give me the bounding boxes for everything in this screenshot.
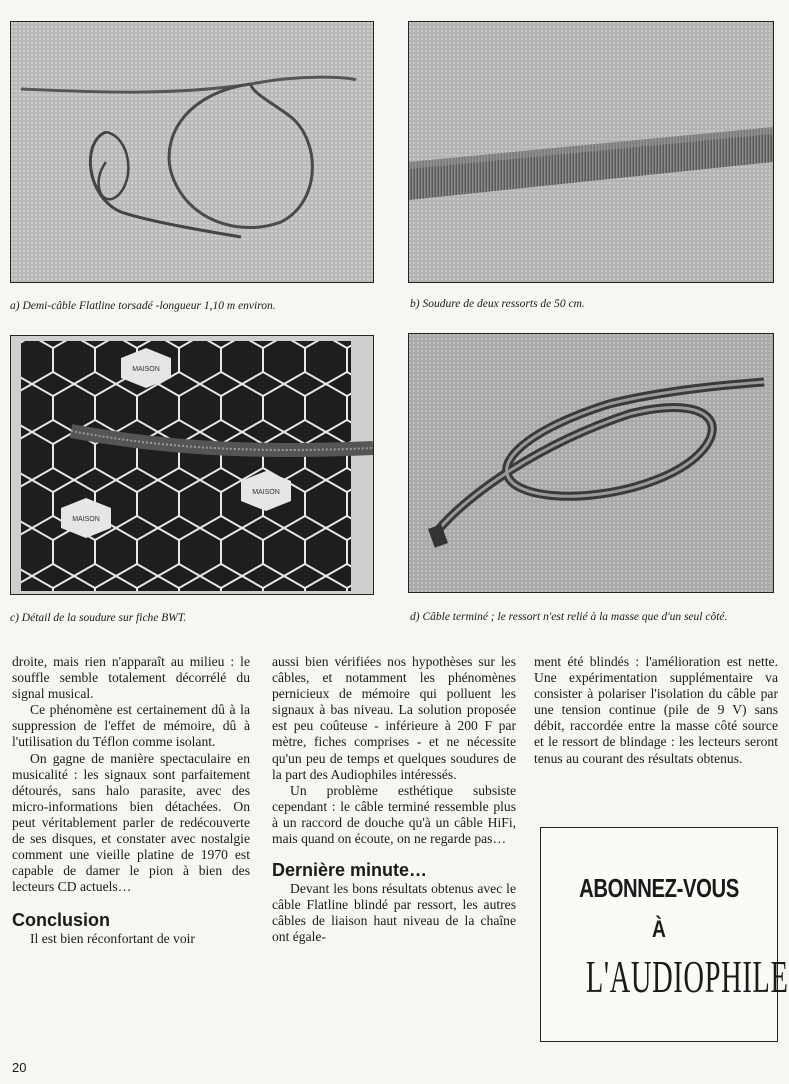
paragraph: Il est bien réconfortant de voir <box>30 931 195 947</box>
caption-c: c) Détail de la soudure sur fiche BWT. <box>10 612 187 624</box>
photo-b-springs <box>408 21 774 283</box>
text-column-2 <box>272 654 516 946</box>
section-heading-derniere-minute: Dernière minute… <box>272 860 428 881</box>
ad-line-3: L'AUDIOPHILE <box>585 951 789 1002</box>
text-column-3 <box>534 654 778 767</box>
paragraph: Un problème esthétique subsiste cependant : le câble terminé ressemble plus à un raccord de douche qu'à un câble HiFi, mais quand on écoute, on ne regarde pas… <box>272 782 516 847</box>
page-number: 20 <box>12 1060 27 1075</box>
section-heading-conclusion: Conclusion <box>12 910 110 931</box>
photo-c-solder-detail <box>10 335 374 595</box>
ad-line-2: À <box>652 916 666 943</box>
paragraph: On gagne de manière spectaculaire en musicalité : les signaux sont parfaitement détourés, sans halo parasite, avec des micro-informations bien détachées. On peut véritablement parler de redécouverte de ses disques, et constater avec nostalgie comment une vieille platine de 1970 est capable de damer le pion à bien des lecteurs CD actuels… <box>12 750 250 895</box>
caption-a: a) Demi-câble Flatline torsadé -longueur 1,10 m environ. <box>10 300 276 312</box>
caption-b: b) Soudure de deux ressorts de 50 cm. <box>410 298 585 310</box>
subscription-ad <box>540 827 789 1042</box>
photo-a-twisted-cable <box>10 21 374 283</box>
svg-text:MAISON: MAISON <box>72 516 100 523</box>
paragraph: droite, mais rien n'apparaît au milieu : le souffle semble totalement décorrélé du signal musical. <box>12 654 250 702</box>
caption-d: d) Câble terminé ; le ressort n'est relié à la masse que d'un seul côté. <box>410 611 728 623</box>
text-column-1 <box>12 654 250 948</box>
photo-d-finished-cable <box>408 333 774 593</box>
paragraph: Ce phénomène est certainement dû à la suppression de l'effet de mémoire, dû à l'utilisation du Téflon comme isolant. <box>12 702 250 750</box>
ad-line-1: ABONNEZ-VOUS <box>579 873 739 903</box>
svg-text:MAISON: MAISON <box>252 489 280 496</box>
paragraph: Devant les bons résultats obtenus avec le câble Flatline blindé par ressort, les autres câbles de liaison haut niveau de la chaîne ont égale- <box>272 881 516 945</box>
svg-text:MAISON: MAISON <box>132 366 160 373</box>
paragraph: ment été blindés : l'amélioration est nette. Une expérimentation supplémentaire va consister à polariser l'isolation du câble par une tension continue (pile de 9 V) sans débit, raccordée entre la masse côté source et le ressort de blindage : les lecteurs seront tenus au courant des résultats obtenus. <box>534 654 778 766</box>
paragraph: aussi bien vérifiées nos hypothèses sur les câbles, et notamment les phénomènes pernicieux de mémoire qui polluent les signaux à bas niveau. La solution proposée est peu coûteuse - inférieure à 200 F par mètre, fiches comprises - et ne nécessite qu'un peu de temps et quelques soudures de la part des Audiophiles intéressés. <box>272 654 516 782</box>
